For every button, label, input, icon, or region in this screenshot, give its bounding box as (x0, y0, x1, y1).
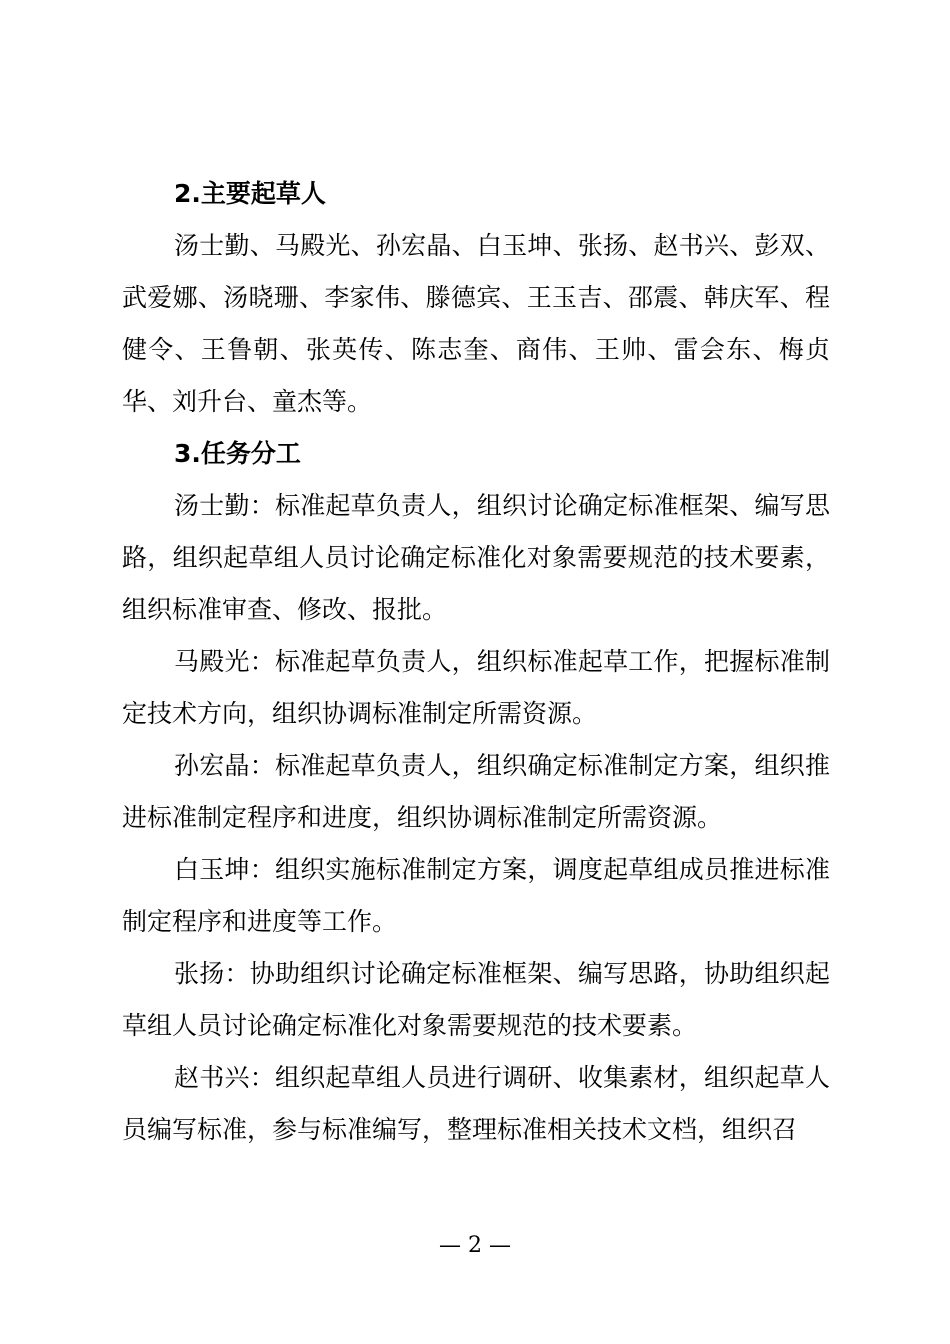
task-paragraph-tang-shiqin: 汤士勤：标准起草负责人，组织讨论确定标准框架、编写思路，组织起草组人员讨论确定标准化对象需要规范的技术要素，组织标准审查、修改、报批。 (122, 491, 830, 624)
task-paragraph-ma-dianguang: 马殿光：标准起草负责人，组织标准起草工作，把握标准制定技术方向，组织协调标准制定所需资源。 (122, 647, 830, 728)
task-paragraph-zhang-yang: 张扬：协助组织讨论确定标准框架、编写思路，协助组织起草组人员讨论确定标准化对象需要规范的技术要素。 (122, 959, 830, 1040)
document-body (122, 168, 830, 1156)
section-heading-task-division: 3.任务分工 (174, 439, 301, 468)
task-paragraph-bai-yukun: 白玉坤：组织实施标准制定方案，调度起草组成员推进标准制定程序和进度等工作。 (122, 855, 830, 936)
section-heading-main-drafters: 2.主要起草人 (174, 179, 326, 208)
drafters-list-paragraph: 汤士勤、马殿光、孙宏晶、白玉坤、张扬、赵书兴、彭双、武爱娜、汤晓珊、李家伟、滕德宾、王玉吉、邵震、韩庆军、程健令、王鲁朝、张英传、陈志奎、商伟、王帅、雷会东、梅贞华、刘升台、童杰等。 (122, 231, 830, 416)
page-number: — 2 — (439, 1233, 511, 1258)
task-paragraph-sun-hongjing: 孙宏晶：标准起草负责人，组织确定标准制定方案，组织推进标准制定程序和进度，组织协调标准制定所需资源。 (122, 751, 830, 832)
task-paragraph-zhao-shuxing: 赵书兴：组织起草组人员进行调研、收集素材，组织起草人员编写标准，参与标准编写，整理标准相关技术文档，组织召 (122, 1063, 830, 1144)
